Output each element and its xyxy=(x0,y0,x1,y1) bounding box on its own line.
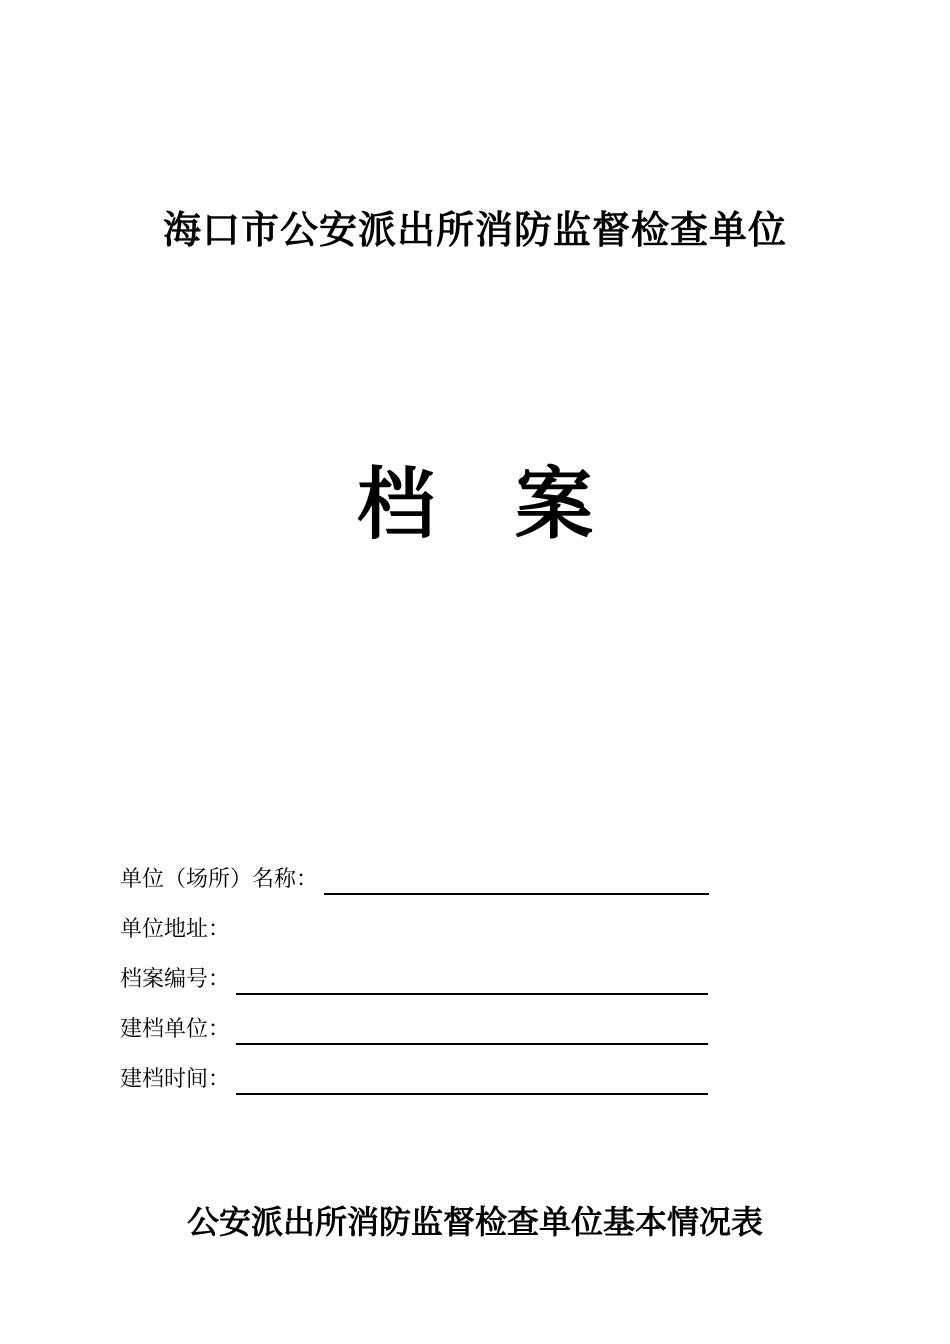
filing-unit-label: 建档单位： xyxy=(120,1016,231,1042)
unit-name-field[interactable] xyxy=(324,871,709,895)
unit-name-row xyxy=(120,852,820,902)
archive-heading xyxy=(0,455,950,555)
archive-heading-char-1: 档 xyxy=(356,459,435,550)
filing-unit-field[interactable] xyxy=(236,1021,708,1045)
filing-time-label: 建档时间： xyxy=(120,1066,231,1092)
basic-info-table-title: 公安派出所消防监督检查单位基本情况表 xyxy=(186,1203,763,1241)
filing-time-field[interactable] xyxy=(236,1071,708,1095)
unit-address-row xyxy=(120,902,820,952)
unit-name-label: 单位（场所）名称： xyxy=(120,866,319,892)
document-title: 海口市公安派出所消防监督检查单位 xyxy=(162,207,787,252)
unit-address-label: 单位地址： xyxy=(120,916,231,942)
filing-unit-row xyxy=(120,1002,820,1052)
filing-time-row xyxy=(120,1052,820,1102)
info-fields xyxy=(120,852,820,1102)
file-number-label: 档案编号： xyxy=(120,966,231,992)
file-number-field[interactable] xyxy=(236,971,708,995)
file-number-row xyxy=(120,952,820,1002)
archive-heading-char-2: 案 xyxy=(515,459,594,550)
